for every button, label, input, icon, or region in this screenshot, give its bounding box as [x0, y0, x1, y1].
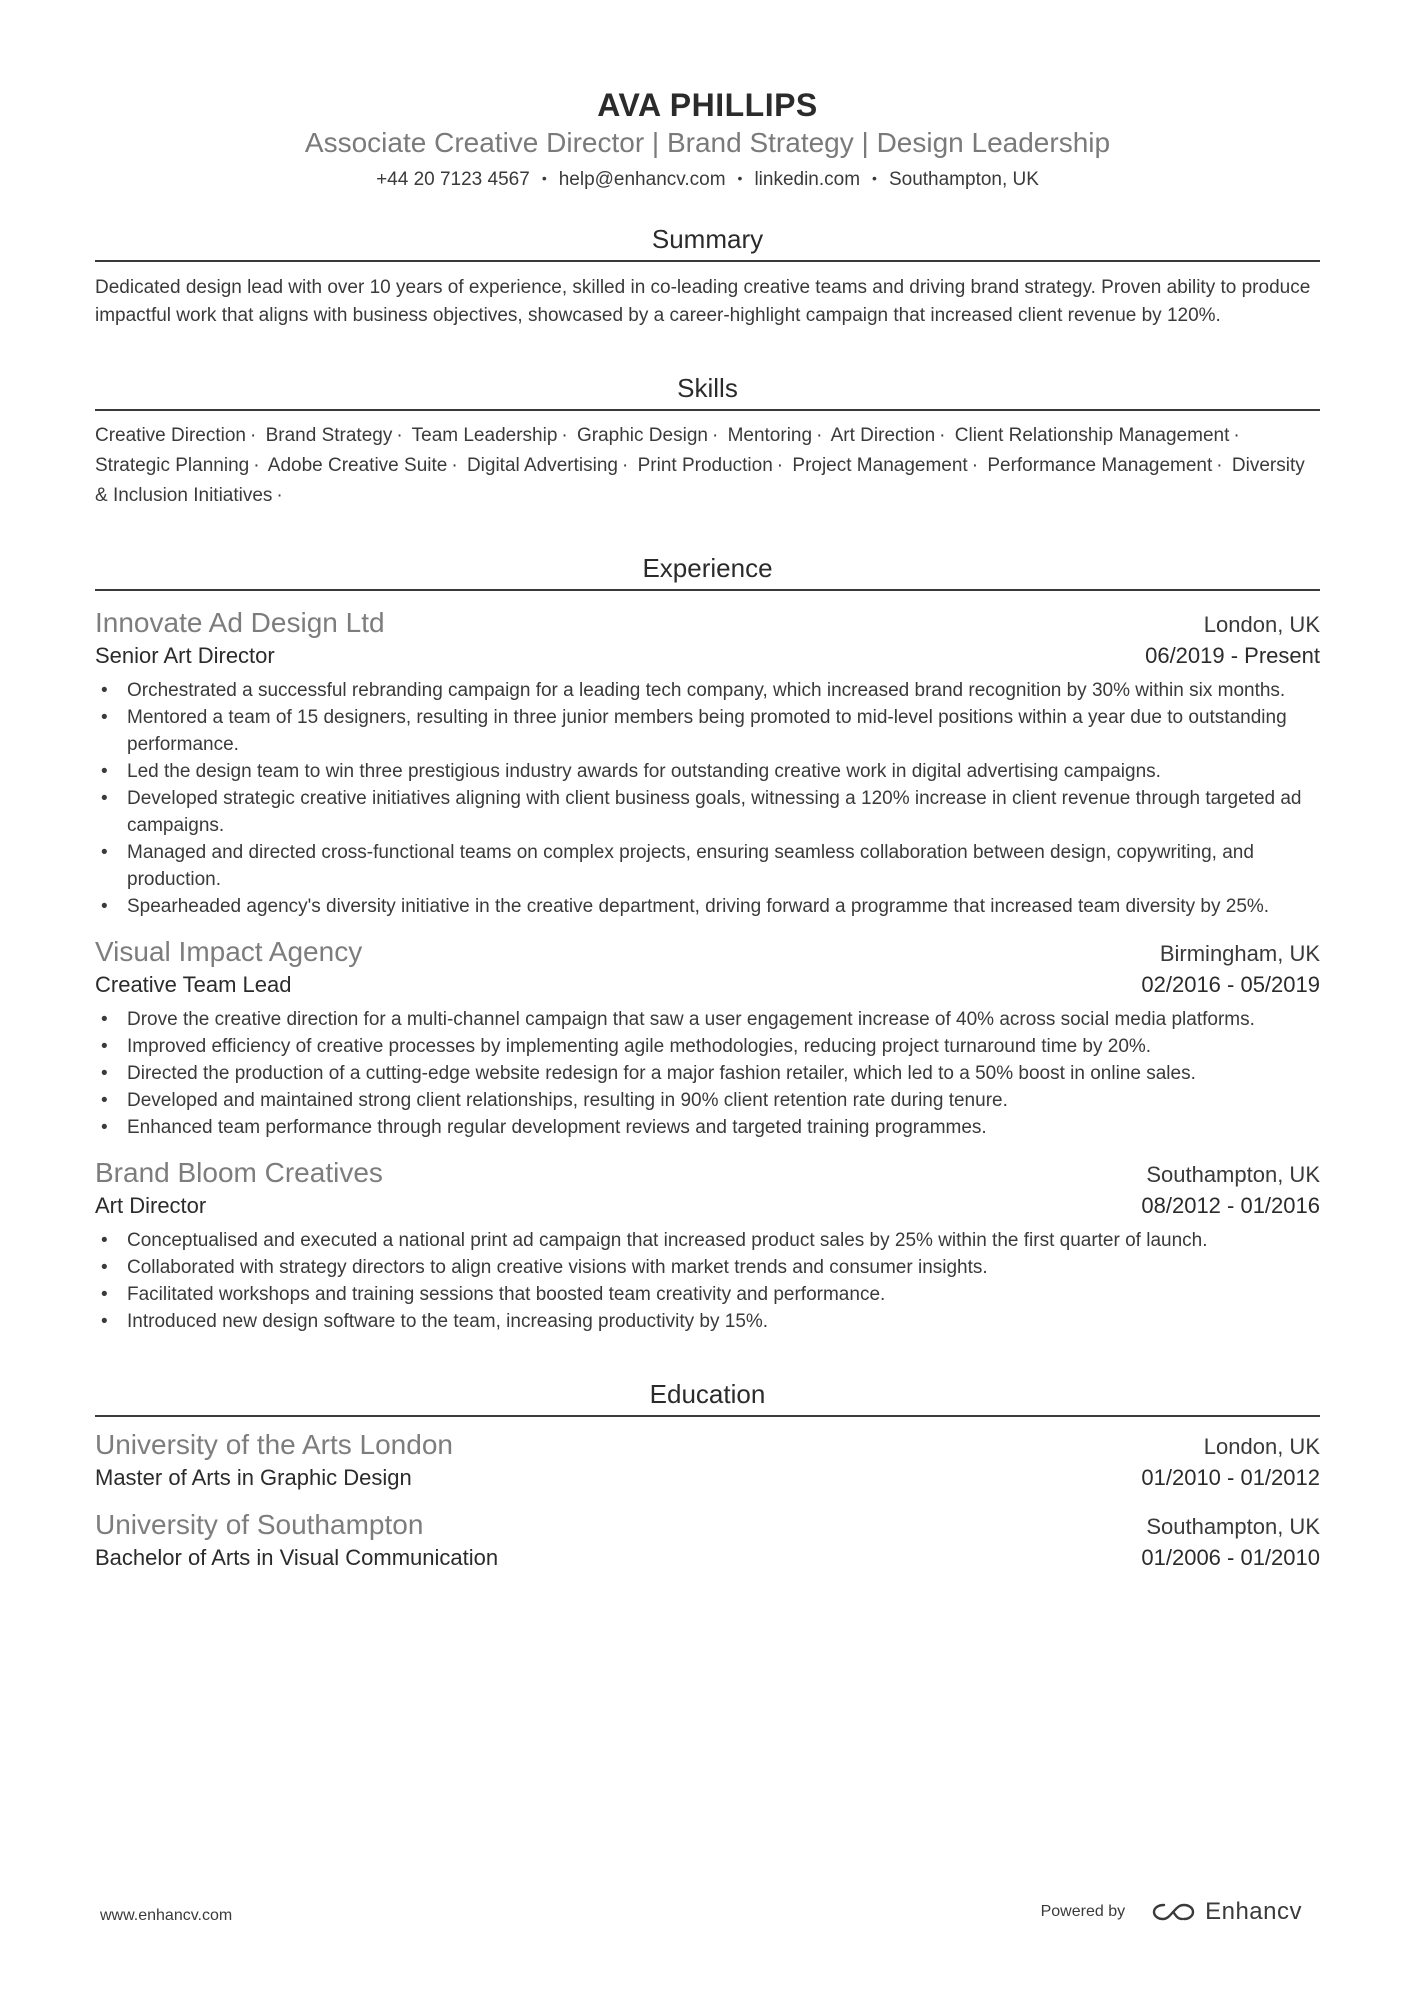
skill-separator: · — [250, 425, 257, 446]
skill-item: Creative Direction — [95, 425, 246, 446]
education-entry — [95, 1427, 1320, 1493]
experience-bullet: • Mentored a team of 15 designers, resulting in three junior members being promoted to mid-level positions within a year due to outstanding performance. — [95, 704, 1320, 758]
education-section — [95, 1377, 1320, 1573]
education-dates: 01/2010 - 01/2012 — [1141, 1465, 1320, 1490]
footer-branding — [1041, 1898, 1302, 1926]
skill-item: Project Management — [792, 455, 968, 476]
skill-item: Digital Advertising — [466, 455, 618, 476]
skill-item: Print Production — [637, 455, 773, 476]
skill-separator: · — [451, 455, 458, 476]
experience-entry — [95, 605, 1320, 920]
education-degree: Master of Arts in Graphic Design — [95, 1465, 412, 1490]
experience-location: Southampton, UK — [1146, 1162, 1320, 1187]
skill-item: Adobe Creative Suite — [267, 455, 448, 476]
education-school: University of Southampton — [95, 1509, 424, 1540]
experience-bullet: • Introduced new design software to the team, increasing productivity by 15%. — [95, 1308, 1320, 1335]
skill-separator: · — [253, 455, 260, 476]
experience-dates: 06/2019 - Present — [1145, 643, 1320, 668]
skill-separator: · — [621, 455, 629, 476]
summary-section — [95, 222, 1320, 329]
contact-location: Southampton, UK — [888, 169, 1039, 190]
skill-item: Team Leadership — [411, 425, 558, 446]
skill-separator: · — [561, 425, 568, 446]
contact-phone: +44 20 7123 4567 — [376, 169, 530, 190]
powered-by-label: Powered by — [1040, 1903, 1126, 1920]
education-degree: Bachelor of Arts in Visual Communication — [95, 1545, 499, 1570]
skill-separator: · — [396, 425, 403, 446]
skills-section — [95, 371, 1320, 511]
section-title-education: Education — [95, 1377, 1320, 1417]
contact-separator: • — [737, 170, 743, 186]
experience-bullet: • Managed and directed cross-functional teams on complex projects, ensuring seamless collaboration between design, copywriting, and production. — [95, 839, 1320, 893]
skill-separator: · — [1216, 455, 1223, 476]
experience-bullet: • Led the design team to win three prestigious industry awards for outstanding creative work in digital advertising campaigns. — [95, 758, 1320, 785]
education-entry — [95, 1507, 1320, 1573]
resume-page — [95, 0, 1320, 1573]
section-title-experience: Experience — [95, 551, 1320, 591]
experience-entry — [95, 934, 1320, 1141]
footer-website[interactable]: www.enhancv.com — [100, 1907, 233, 1924]
skill-separator: · — [816, 425, 823, 446]
skill-item: Graphic Design — [577, 425, 708, 446]
contact-separator: • — [541, 170, 547, 186]
experience-bullet: • Drove the creative direction for a multi-channel campaign that saw a user engagement increase of 40% across social media platforms. — [95, 1006, 1320, 1033]
experience-bullet: • Conceptualised and executed a national print ad campaign that increased product sales by 25% within the first quarter of launch. — [95, 1227, 1320, 1254]
experience-bullet: • Collaborated with strategy directors to align creative visions with market trends and consumer insights. — [95, 1254, 1320, 1281]
experience-location: Birmingham, UK — [1159, 941, 1320, 966]
experience-role: Senior Art Director — [95, 643, 275, 668]
skill-separator: · — [1233, 425, 1240, 446]
experience-role: Creative Team Lead — [95, 972, 292, 997]
experience-bullet: • Enhanced team performance through regular development reviews and targeted training programmes. — [95, 1114, 1320, 1141]
education-location: London, UK — [1203, 1434, 1320, 1459]
experience-company: Innovate Ad Design Ltd — [95, 607, 385, 638]
skill-separator: · — [776, 455, 784, 476]
skill-separator: · — [971, 455, 979, 476]
experience-bullets — [95, 1227, 1320, 1335]
section-title-summary: Summary — [95, 222, 1320, 262]
experience-bullets — [95, 1006, 1320, 1141]
contact-info — [95, 164, 1320, 194]
skill-separator: · — [939, 425, 946, 446]
experience-company: Visual Impact Agency — [95, 936, 363, 967]
education-location: Southampton, UK — [1146, 1514, 1320, 1539]
experience-dates: 08/2012 - 01/2016 — [1141, 1193, 1320, 1218]
skill-item: Mentoring — [727, 425, 813, 446]
experience-bullet: • Developed strategic creative initiatives aligning with client business goals, witnessing a 120% increase in client revenue through targeted ad campaigns. — [95, 785, 1320, 839]
resume-header — [95, 0, 1320, 194]
skill-separator: · — [711, 425, 719, 446]
enhancv-logo-icon[interactable] — [1151, 1899, 1197, 1925]
experience-bullets — [95, 677, 1320, 920]
contact-separator: • — [872, 170, 877, 186]
contact-linkedin[interactable]: linkedin.com — [754, 169, 861, 190]
experience-bullet: • Facilitated workshops and training sessions that boosted team creativity and performance. — [95, 1281, 1320, 1308]
experience-bullet: • Orchestrated a successful rebranding campaign for a leading tech company, which increased brand recognition by 30% within six months. — [95, 677, 1320, 704]
summary-text: Dedicated design lead with over 10 years of experience, skilled in co-leading creative teams and driving brand strategy. Proven ability to produce impactful work that aligns with business objectives, showcased by a career-highlight campaign that increased client revenue by 120%. — [95, 277, 1311, 326]
experience-section — [95, 551, 1320, 1335]
experience-location: London, UK — [1203, 612, 1320, 637]
candidate-name: AVA PHILLIPS — [597, 87, 818, 123]
skill-item: Strategic Planning — [95, 455, 250, 476]
candidate-headline: Associate Creative Director | Brand Strategy | Design Leadership — [304, 127, 1111, 158]
education-school: University of the Arts London — [95, 1429, 453, 1460]
skills-list — [95, 421, 1320, 511]
skill-item: Diversity & Inclusion Initiatives — [95, 455, 1305, 506]
section-title-skills: Skills — [95, 371, 1320, 411]
skill-item: Client Relationship Management — [954, 425, 1230, 446]
skill-item: Brand Strategy — [265, 425, 393, 446]
education-dates: 01/2006 - 01/2010 — [1141, 1545, 1320, 1570]
skill-item: Art Direction — [830, 425, 936, 446]
experience-entry — [95, 1155, 1320, 1335]
experience-bullet: • Directed the production of a cutting-edge website redesign for a major fashion retailer, which led to a 50% boost in online sales. — [95, 1060, 1320, 1087]
experience-dates: 02/2016 - 05/2019 — [1141, 972, 1320, 997]
skill-item: Performance Management — [987, 455, 1213, 476]
experience-company: Brand Bloom Creatives — [95, 1157, 383, 1188]
experience-bullet: • Developed and maintained strong client relationships, resulting in 90% client retention rate during tenure. — [95, 1087, 1320, 1114]
experience-role: Art Director — [95, 1193, 207, 1218]
skill-separator: · — [276, 485, 283, 506]
contact-email[interactable]: help@enhancv.com — [558, 169, 726, 190]
enhancv-brand-name[interactable]: Enhancv — [1205, 1898, 1302, 1925]
experience-bullet: • Improved efficiency of creative processes by implementing agile methodologies, reducing project turnaround time by 20%. — [95, 1033, 1320, 1060]
experience-bullet: • Spearheaded agency's diversity initiative in the creative department, driving forward a programme that increased team diversity by 25%. — [95, 893, 1320, 920]
